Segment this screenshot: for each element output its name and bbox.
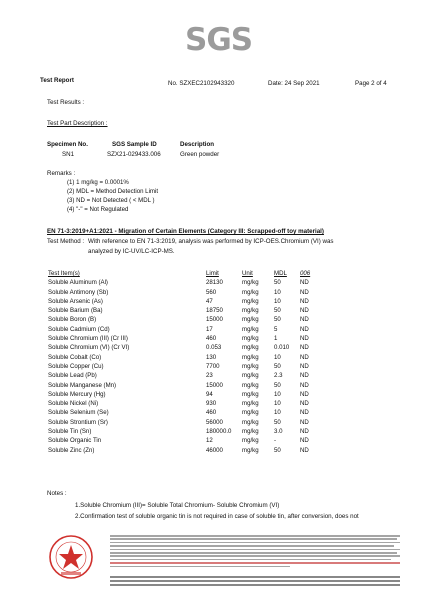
cell-result: ND	[300, 400, 309, 408]
header-test-item: Test Item(s)	[48, 270, 80, 277]
table-row	[48, 399, 328, 408]
cell-test-item: Soluble Aluminum (Al)	[48, 279, 108, 287]
cell-limit: 56000	[206, 418, 223, 426]
cell-mdl: 50	[274, 446, 281, 454]
description: Green powder	[180, 151, 220, 158]
table-row	[48, 278, 328, 287]
cell-result: ND	[300, 297, 309, 305]
cell-result: ND	[300, 381, 309, 389]
table-row	[48, 288, 328, 297]
address-line	[110, 584, 400, 586]
cell-result: ND	[300, 437, 309, 445]
cell-test-item: Soluble Copper (Cu)	[48, 362, 104, 370]
cell-unit: mg/kg	[242, 279, 259, 287]
cell-mdl: 1	[274, 335, 278, 343]
table-row	[48, 343, 328, 352]
table-row	[48, 381, 328, 390]
cell-limit: 15000	[206, 381, 223, 389]
cell-mdl: 50	[274, 279, 281, 287]
cell-mdl: 50	[274, 316, 281, 324]
cell-unit: mg/kg	[242, 390, 259, 398]
cell-mdl: 0.010	[274, 344, 290, 352]
address-line	[110, 576, 400, 578]
cell-result: ND	[300, 288, 309, 296]
results-table	[48, 269, 328, 455]
cell-unit: mg/kg	[242, 418, 259, 426]
cell-test-item: Soluble Barium (Ba)	[48, 307, 103, 315]
remark-line: (2) MDL = Method Detection Limit	[67, 188, 159, 195]
specimen-header-id: SGS Sample ID	[112, 141, 157, 148]
cell-mdl: 50	[274, 381, 281, 389]
table-row	[48, 315, 328, 324]
cell-limit: 0.053	[206, 344, 222, 352]
cell-mdl: 10	[274, 288, 281, 296]
test-method-label: Test Method :	[47, 238, 85, 245]
address-line	[110, 580, 400, 582]
cell-test-item: Soluble Lead (Pb)	[48, 372, 97, 380]
cell-result: ND	[300, 372, 309, 380]
cell-mdl: 10	[274, 297, 281, 305]
cell-limit: 15000	[206, 316, 223, 324]
cell-result: ND	[300, 446, 309, 454]
cell-limit: 180000.0	[206, 428, 232, 436]
table-row	[48, 408, 328, 417]
cell-result: ND	[300, 279, 309, 287]
cell-test-item: Soluble Tin (Sn)	[48, 428, 92, 436]
header-limit: Limit	[206, 270, 219, 277]
cell-limit: 47	[206, 297, 213, 305]
company-seal-icon	[48, 534, 94, 582]
cell-test-item: Soluble Strontium (Sr)	[48, 418, 108, 426]
remark-line: (4) "-" = Not Regulated	[67, 206, 129, 213]
table-row	[48, 297, 328, 306]
table-row	[48, 427, 328, 436]
cell-result: ND	[300, 325, 309, 333]
cell-limit: 18750	[206, 307, 223, 315]
cell-limit: 7700	[206, 362, 220, 370]
table-row	[48, 325, 328, 334]
remarks-label: Remarks :	[47, 170, 76, 177]
results-header-row	[48, 269, 328, 278]
report-number: No. SZXEC2102943320	[168, 80, 235, 87]
cell-test-item: Soluble Arsenic (As)	[48, 297, 103, 305]
cell-unit: mg/kg	[242, 372, 259, 380]
cell-unit: mg/kg	[242, 400, 259, 408]
cell-mdl: 10	[274, 409, 281, 417]
cell-unit: mg/kg	[242, 446, 259, 454]
cell-unit: mg/kg	[242, 409, 259, 417]
specimen-header-no: Specimen No.	[47, 141, 88, 148]
cell-mdl: 50	[274, 418, 281, 426]
cell-limit: 130	[206, 353, 217, 361]
table-row	[48, 446, 328, 455]
cell-result: ND	[300, 362, 309, 370]
specimen-no: SN1	[62, 151, 75, 158]
cell-unit: mg/kg	[242, 297, 259, 305]
note-line: 1.Soluble Chromium (III)= Soluble Total Chromium- Soluble Chromium (VI)	[75, 502, 280, 509]
cell-result: ND	[300, 353, 309, 361]
table-row	[48, 436, 328, 445]
section-title: EN 71-3:2019+A1:2021 - Migration of Certain Elements (Category III: Scrapped-off toy material)	[47, 228, 324, 235]
note-line: 2.Confirmation test of soluble organic tin is not required in case of soluble tin, after conversion, does not	[75, 513, 359, 520]
footer	[48, 532, 394, 590]
notes-label: Notes :	[47, 490, 67, 497]
page-number: Page 2 of 4	[355, 80, 387, 87]
test-method-line-1: With reference to EN 71-3:2019, analysis was performed by ICP-OES.Chromium (VI) was	[88, 238, 334, 245]
header-unit: Unit	[242, 270, 253, 277]
cell-limit: 23	[206, 372, 213, 380]
table-row	[48, 371, 328, 380]
table-row	[48, 334, 328, 343]
cell-test-item: Soluble Organic Tin	[48, 437, 102, 445]
test-method-line-2: analyzed by IC-UV/LC-ICP-MS.	[88, 248, 175, 255]
cell-mdl: -	[274, 437, 277, 445]
table-row	[48, 390, 328, 399]
cell-mdl: 5	[274, 325, 278, 333]
test-part-description-label: Test Part Description :	[47, 120, 108, 127]
cell-mdl: 50	[274, 307, 281, 315]
specimen-header-description: Description	[180, 141, 215, 148]
test-results-label: Test Results :	[47, 99, 85, 106]
cell-limit: 28130	[206, 279, 223, 287]
cell-unit: mg/kg	[242, 344, 259, 352]
legal-disclaimer	[110, 535, 400, 569]
cell-test-item: Soluble Cadmium (Cd)	[48, 325, 110, 333]
cell-unit: mg/kg	[242, 307, 259, 315]
sgs-logo-text: SGS	[185, 22, 253, 58]
cell-limit: 94	[206, 390, 213, 398]
sample-id: SZX21-029433.006	[107, 151, 161, 158]
cell-test-item: Soluble Manganese (Mn)	[48, 381, 117, 389]
cell-limit: 460	[206, 409, 217, 417]
cell-limit: 930	[206, 400, 217, 408]
cell-unit: mg/kg	[242, 335, 259, 343]
cell-mdl: 10	[274, 353, 281, 361]
cell-unit: mg/kg	[242, 428, 259, 436]
cell-mdl: 10	[274, 390, 281, 398]
cell-mdl: 2.3	[274, 372, 283, 380]
remark-line: (1) 1 mg/kg = 0.0001%	[67, 179, 129, 186]
cell-result: ND	[300, 428, 309, 436]
remark-line: (3) ND = Not Detected ( < MDL )	[67, 197, 155, 204]
cell-result: ND	[300, 316, 309, 324]
cell-unit: mg/kg	[242, 325, 259, 333]
cell-unit: mg/kg	[242, 288, 259, 296]
sgs-logo	[185, 22, 255, 58]
cell-unit: mg/kg	[242, 316, 259, 324]
cell-test-item: Soluble Mercury (Hg)	[48, 390, 106, 398]
cell-limit: 12	[206, 437, 213, 445]
table-row	[48, 353, 328, 362]
cell-result: ND	[300, 409, 309, 417]
cell-mdl: 10	[274, 400, 281, 408]
report-date: Date: 24 Sep 2021	[268, 80, 320, 87]
cell-unit: mg/kg	[242, 353, 259, 361]
cell-result: ND	[300, 344, 309, 352]
cell-result: ND	[300, 390, 309, 398]
cell-unit: mg/kg	[242, 381, 259, 389]
cell-mdl: 3.0	[274, 428, 283, 436]
cell-test-item: Soluble Chromium (VI) (Cr VI)	[48, 344, 130, 352]
cell-unit: mg/kg	[242, 437, 259, 445]
cell-mdl: 50	[274, 362, 281, 370]
cell-result: ND	[300, 335, 309, 343]
results-body	[48, 278, 328, 455]
cell-test-item: Soluble Boron (B)	[48, 316, 97, 324]
table-row	[48, 306, 328, 315]
cell-limit: 560	[206, 288, 217, 296]
cell-test-item: Soluble Cobalt (Co)	[48, 353, 102, 361]
cell-test-item: Soluble Nickel (Ni)	[48, 400, 99, 408]
cell-result: ND	[300, 418, 309, 426]
table-row	[48, 418, 328, 427]
cell-test-item: Soluble Chromium (III) (Cr III)	[48, 335, 128, 343]
table-row	[48, 362, 328, 371]
cell-test-item: Soluble Zinc (Zn)	[48, 446, 95, 454]
header-mdl: MDL	[274, 270, 287, 277]
header-sample-006: 006	[300, 270, 311, 277]
cell-limit: 460	[206, 335, 217, 343]
report-title: Test Report	[40, 77, 74, 84]
cell-test-item: Soluble Antimony (Sb)	[48, 288, 109, 296]
cell-result: ND	[300, 307, 309, 315]
cell-limit: 17	[206, 325, 213, 333]
cell-limit: 46000	[206, 446, 223, 454]
cell-test-item: Soluble Selenium (Se)	[48, 409, 109, 417]
cell-unit: mg/kg	[242, 362, 259, 370]
